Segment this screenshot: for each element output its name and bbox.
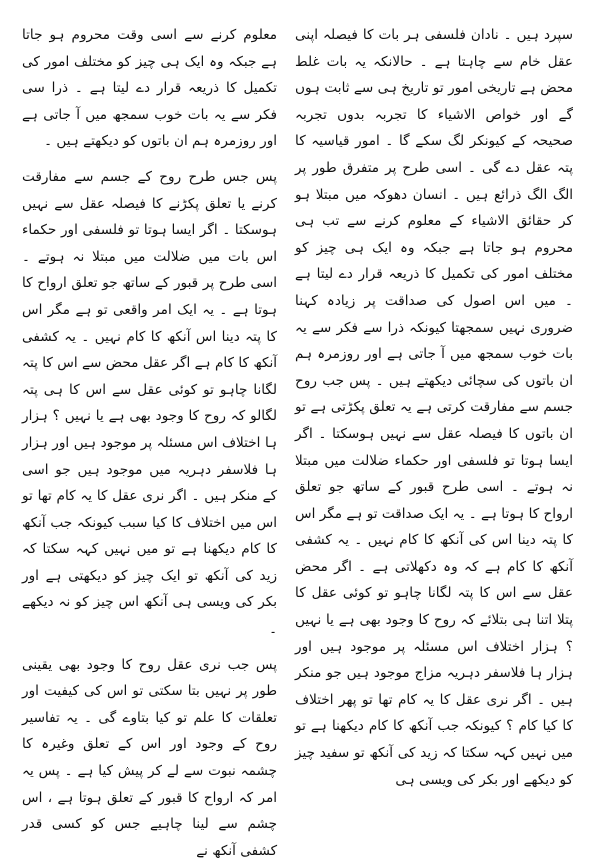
left-column-paragraph-3: پس جب نری عقل روح کا وجود بھی یقینی طور پر نہیں بتا سکتی تو اس کی کیفیت اور تعلقات کا علم تو کیا بتاوے گی ۔ یہ تفاسیر روح کے وجود اور اس کے تعلق وغیرہ کا چشمہ نبوت سے لے کر پیش کیا ہے ۔ پس یہ امر کہ ارواح کا قبور کے تعلق ہوتا ہے ، اس چشم سے لینا چاہیے جس کو کسی قدر کشفی آنکھ نے [22, 656, 278, 859]
left-column-paragraph-2: پس جس طرح روح کے جسم سے مفارقت کرنے یا تعلق پکڑنے کا فیصلہ عقل سے نہیں ہوسکتا ۔ اگر ایسا ہوتا تو فلسفی اور حکماء اس بات میں ضلالت میں مبتلا نہ ہوتے ۔ اسی طرح پر قبور کے ساتھ جو تعلق ارواح کا ہوتا ہے ۔ یہ ایک امر واقعی تو ہے مگر اس کا پتہ دینا اس آنکھ کا کام نہیں ۔ یہ کشفی آنکھ کا کام ہے اگر عقل محض سے اس کا پتہ لگانا چاہو تو کوئی عقل سے اس کا ہی پتہ لگالو کہ روح کا وجود بھی ہے یا نہیں ؟ ہزار ہا اختلاف اس مسئلہ پر موجود ہیں اور ہزار ہا فلاسفر دہریہ میں موجود ہیں جو اسی کے منکر ہیں ۔ اگر نری عقل کا یہ کام تھا تو اس میں اختلاف کا کیا سبب کیونکہ جب آنکھ کا کام دیکھنا ہے تو میں نہیں کہہ سکتا کہ زید کی آنکھ تو ایک چیز کو دیکھتی ہے اور بکر کی ویسی ہی آنکھ اس چیز کو نہ دیکھے ۔ [22, 168, 278, 638]
left-column-paragraph-1: معلوم کرنے سے اسی وقت محروم ہو جاتا ہے جبکہ وہ ایک ہی چیز کو مختلف امور کی تکمیل کا ذریعہ قرار دے لیتا ہے ۔ ذرا سی فکر سے یہ بات خوب سمجھ میں آ جاتی ہے اور روزمرہ ہم ان باتوں کو دیکھتے ہیں ۔ [22, 27, 278, 150]
right-text-column [295, 22, 573, 841]
right-column-paragraph-1: سپرد ہیں ۔ نادان فلسفی ہر بات کا فیصلہ اپنی عقل خام سے چاہتا ہے ۔ حالانکہ یہ بات غلط محض ہے تاریخی امور تو تاریخ ہی سے ثابت ہوں گے اور خواص الاشیاء کا تجربہ بدوں تجربہ صحیحہ کے کیونکر لگ سکے گا ۔ امور قیاسیہ کا پتہ عقل دے گی ۔ اسی طرح پر متفرق طور پر الگ الگ ذرائع ہیں ۔ انسان دھوکہ میں مبتلا ہو کر حقائق الاشیاء کے معلوم کرنے سے تب ہی محروم ہو جاتا ہے جبکہ وہ ایک ہی چیز کو مختلف امور کی تکمیل کا ذریعہ قرار دے لیتا ہے ۔ میں اس اصول کی صداقت پر زیادہ کہنا ضروری نہیں سمجھتا کیونکہ ذرا سے فکر سے یہ بات خوب سمجھ میں آ جاتی ہے اور روزمرہ ہم ان باتوں کی سچائی دیکھتے ہیں ۔ پس جب روح جسم سے مفارقت کرتی ہے یہ تعلق پکڑتی ہے تو ان باتوں کا فیصلہ عقل سے نہیں ہوسکتا ۔ اگر ایسا ہوتا تو فلسفی اور حکماء ضلالت میں مبتلا نہ ہوتے ۔ اسی طرح قبور کے ساتھ جو تعلق ارواح کا ہوتا ہے ۔ یہ ایک صداقت تو ہے مگر اس کا پتہ دینا اس کی آنکھ کا کام نہیں ۔ یہ کشفی آنکھ کا کام ہے کہ وہ دکھلاتی ہے ۔ اگر محض عقل سے اس کا پتہ لگانا چاہو تو کوئی عقل کا پتلا اتنا ہی بتلائے کہ روح کا وجود بھی ہے یا نہیں ؟ ہزار اختلاف اس مسئلہ پر موجود ہیں اور ہزار ہا فلاسفر دہریہ مزاج موجود ہیں جو منکر ہیں ۔ اگر نری عقل کا یہ کام تھا تو پھر اختلاف کا کیا کام ؟ کیونکہ جب آنکھ کا کام دیکھنا ہے تو میں نہیں کہہ سکتا کہ زید کی آنکھ تو سفید چیز کو دیکھے اور بکر کی ویسی ہی [295, 27, 573, 788]
left-text-column [22, 22, 278, 859]
